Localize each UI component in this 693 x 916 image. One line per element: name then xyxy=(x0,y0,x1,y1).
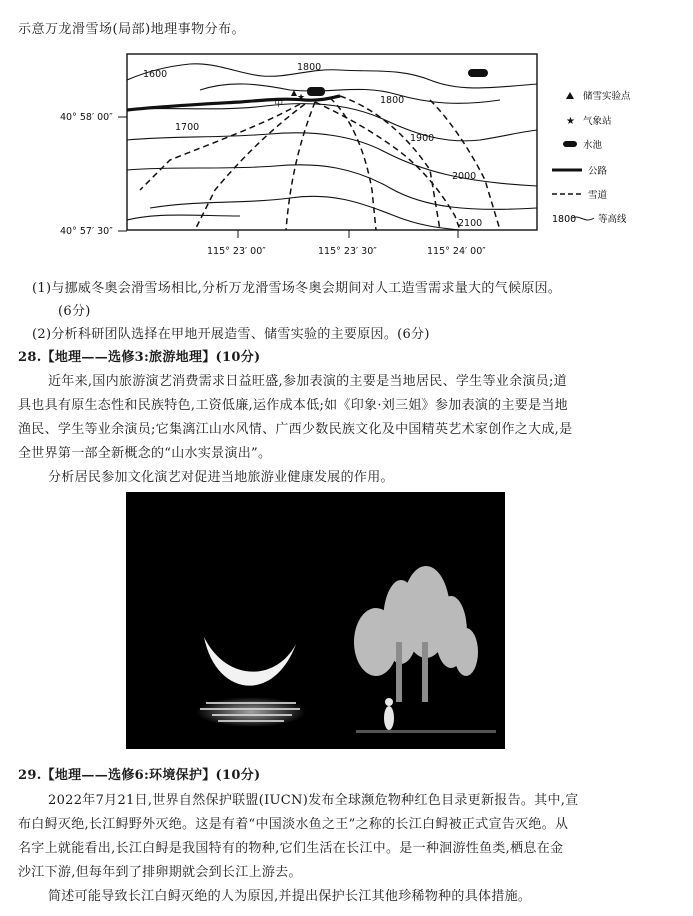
weather-station-star-icon: ★ xyxy=(297,93,306,103)
map-caption: 示意万龙滑雪场(局部)地理事物分布。 xyxy=(18,22,246,37)
legend-snow-storage: 储雪实验点 xyxy=(583,91,631,102)
legend-pool-icon xyxy=(563,141,577,147)
q29-paragraph-line: 2022年7月21日,世界自然保护联盟(IUCN)发布全球濒危物种红色目录更新报告。其中,宣 xyxy=(48,793,579,808)
contour-lines xyxy=(127,64,537,230)
q27-sub2: (2)分析科研团队选择在甲地开展造雪、储雪实验的主要原因。(6分) xyxy=(32,327,430,342)
q29-paragraph-line: 名字上就能看出,长江白鲟是我国特有的物种,它们生活在长江中。是一种洄游性鱼类,栖息在金 xyxy=(18,841,564,856)
q29-title: 29.【地理——选修6:环境保护】(10分) xyxy=(18,768,261,783)
pool-icon xyxy=(468,69,488,77)
ski-resort-map xyxy=(0,40,693,270)
contour-label-1900: 1900 xyxy=(410,133,435,144)
map-legend xyxy=(552,90,631,225)
latitude-label-2: 40° 57′ 30″ xyxy=(60,226,113,237)
legend-road: 公路 xyxy=(588,166,608,177)
contour-label-1800-top: 1800 xyxy=(297,62,322,73)
legend-star-icon: ★ xyxy=(566,116,575,127)
longitude-label-3: 115° 24′ 00″ xyxy=(427,246,486,257)
legend-pool: 水池 xyxy=(583,140,603,151)
legend-triangle-icon xyxy=(566,92,574,99)
q27-sub1-line1: (1)与挪威冬奥会滑雪场相比,分析万龙滑雪场冬奥会期间对人工造雪需求量大的气候原因。 xyxy=(32,281,562,296)
site-jia-label: 甲 xyxy=(274,98,284,109)
legend-ski-run: 雪道 xyxy=(588,190,608,201)
performer-figure xyxy=(384,706,394,730)
contour-label-2000: 2000 xyxy=(452,171,477,182)
q28-question: 分析居民参加文化演艺对促进当地旅游业健康发展的作用。 xyxy=(48,470,394,485)
q28-paragraph-line: 具也具有原生态性和民族特色,工资低廉,运作成本低;如《印象·刘三姐》参加表演的主要是当地 xyxy=(18,398,568,413)
q29-paragraph-line: 布白鲟灭绝,长江鲟野外灭绝。这是有着“中国淡水鱼之王”之称的长江白鲟被正式宣告灭绝。从 xyxy=(18,817,569,832)
q28-paragraph-line: 近年来,国内旅游演艺消费需求日益旺盛,参加表演的主要是当地居民、学生等业余演员;道 xyxy=(48,374,567,389)
contour-label-1700: 1700 xyxy=(175,122,200,133)
q28-paragraph-line: 全世界第一部全新概念的“山水实景演出”。 xyxy=(18,446,272,461)
contour-label-1800-mid: 1800 xyxy=(380,95,405,106)
night-show-image xyxy=(126,492,505,749)
longitude-label-1: 115° 23′ 00″ xyxy=(207,246,266,257)
legend-contour-sample: 1800 xyxy=(552,214,577,225)
q28-title: 28.【地理——选修3:旅游地理】(10分) xyxy=(18,350,261,365)
contour-label-2100: 2100 xyxy=(458,218,483,229)
stage-water-line xyxy=(356,730,496,733)
q29-paragraph-line: 沙江下游,但每年到了排卵期就会到长江上游去。 xyxy=(18,865,302,880)
legend-contour: 等高线 xyxy=(598,214,627,225)
legend-weather-station: 气象站 xyxy=(583,116,612,127)
moon-reflection xyxy=(196,697,306,727)
q29-question: 简述可能导致长江白鲟灭绝的人为原因,并提出保护长江其他珍稀物种的具体措施。 xyxy=(48,889,532,904)
q28-paragraph-line: 渔民、学生等业余演员;它集漓江山水风情、广西少数民族文化及中国精英艺术家创作之大成,是 xyxy=(18,422,573,437)
longitude-label-2: 115° 23′ 30″ xyxy=(318,246,377,257)
performance-photo xyxy=(126,492,505,749)
latitude-label-1: 40° 58′ 00″ xyxy=(60,112,113,123)
ski-runs xyxy=(140,96,500,230)
q27-sub1-line2: (6分) xyxy=(58,304,91,319)
contour-label-1600: 1600 xyxy=(143,69,168,80)
pool-icon xyxy=(307,87,325,96)
